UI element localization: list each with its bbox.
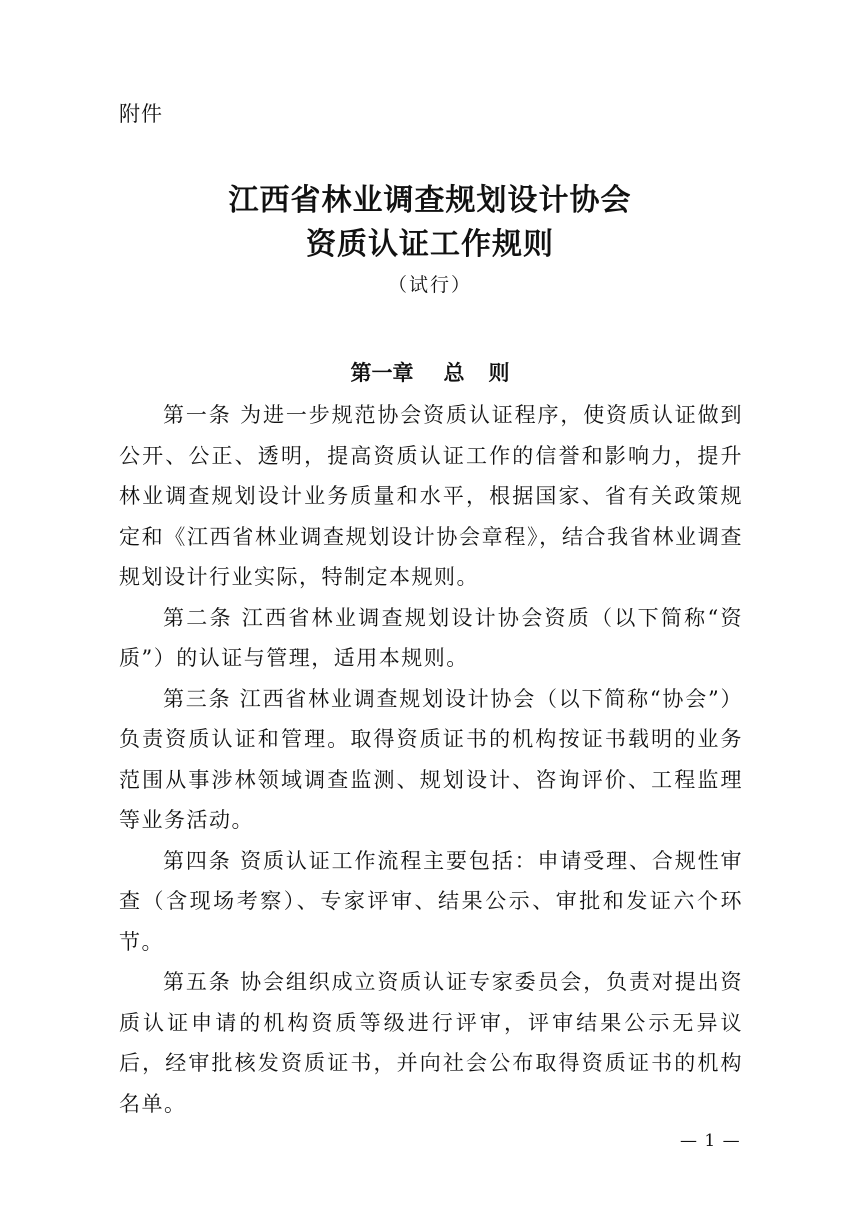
chapter-number: 第一章 — [350, 361, 414, 385]
article-5: 第五条 协会组织成立资质认证专家委员会，负责对提出资质认证申请的机构资质等级进行评审，评审结果公示无异议后，经审批核发资质证书，并向社会公布取得资质证书的机构名单。 — [119, 970, 743, 1116]
article-2: 第二条 江西省林业调查规划设计协会资质（以下简称“资质”）的认证与管理，适用本规则。 — [119, 605, 743, 670]
attachment-label: 附件 — [119, 102, 163, 126]
chapter-name-part2: 则 — [488, 361, 510, 385]
articles-body — [119, 395, 743, 1124]
article-4: 第四条 资质认证工作流程主要包括：申请受理、合规性审查（含现场考察）、专家评审、结果公示、审批和发证六个环节。 — [119, 848, 743, 954]
chapter-heading — [0, 357, 860, 387]
document-title-line-1: 江西省林业调查规划设计协会 — [228, 183, 632, 218]
document-title-line-2: 资质认证工作规则 — [306, 227, 554, 262]
document-subtitle: （试行） — [387, 274, 472, 296]
chapter-name-part1: 总 — [443, 361, 465, 385]
article-3: 第三条 江西省林业调查规划设计协会（以下简称“协会”）负责资质认证和管理。取得资质证书的机构按证书载明的业务范围从事涉林领域调查监测、规划设计、咨询评价、工程监理等业务活动。 — [119, 686, 743, 832]
article-1: 第一条 为进一步规范协会资质认证程序，使资质认证做到公开、公正、透明，提高资质认证工作的信誉和影响力，提升林业调查规划设计业务质量和水平，根据国家、省有关政策规定和《江西省林业调查规划设计协会章程》，结合我省林业调查规划设计行业实际，特制定本规则。 — [119, 403, 743, 589]
page-number: — 1 — — [680, 1131, 741, 1151]
